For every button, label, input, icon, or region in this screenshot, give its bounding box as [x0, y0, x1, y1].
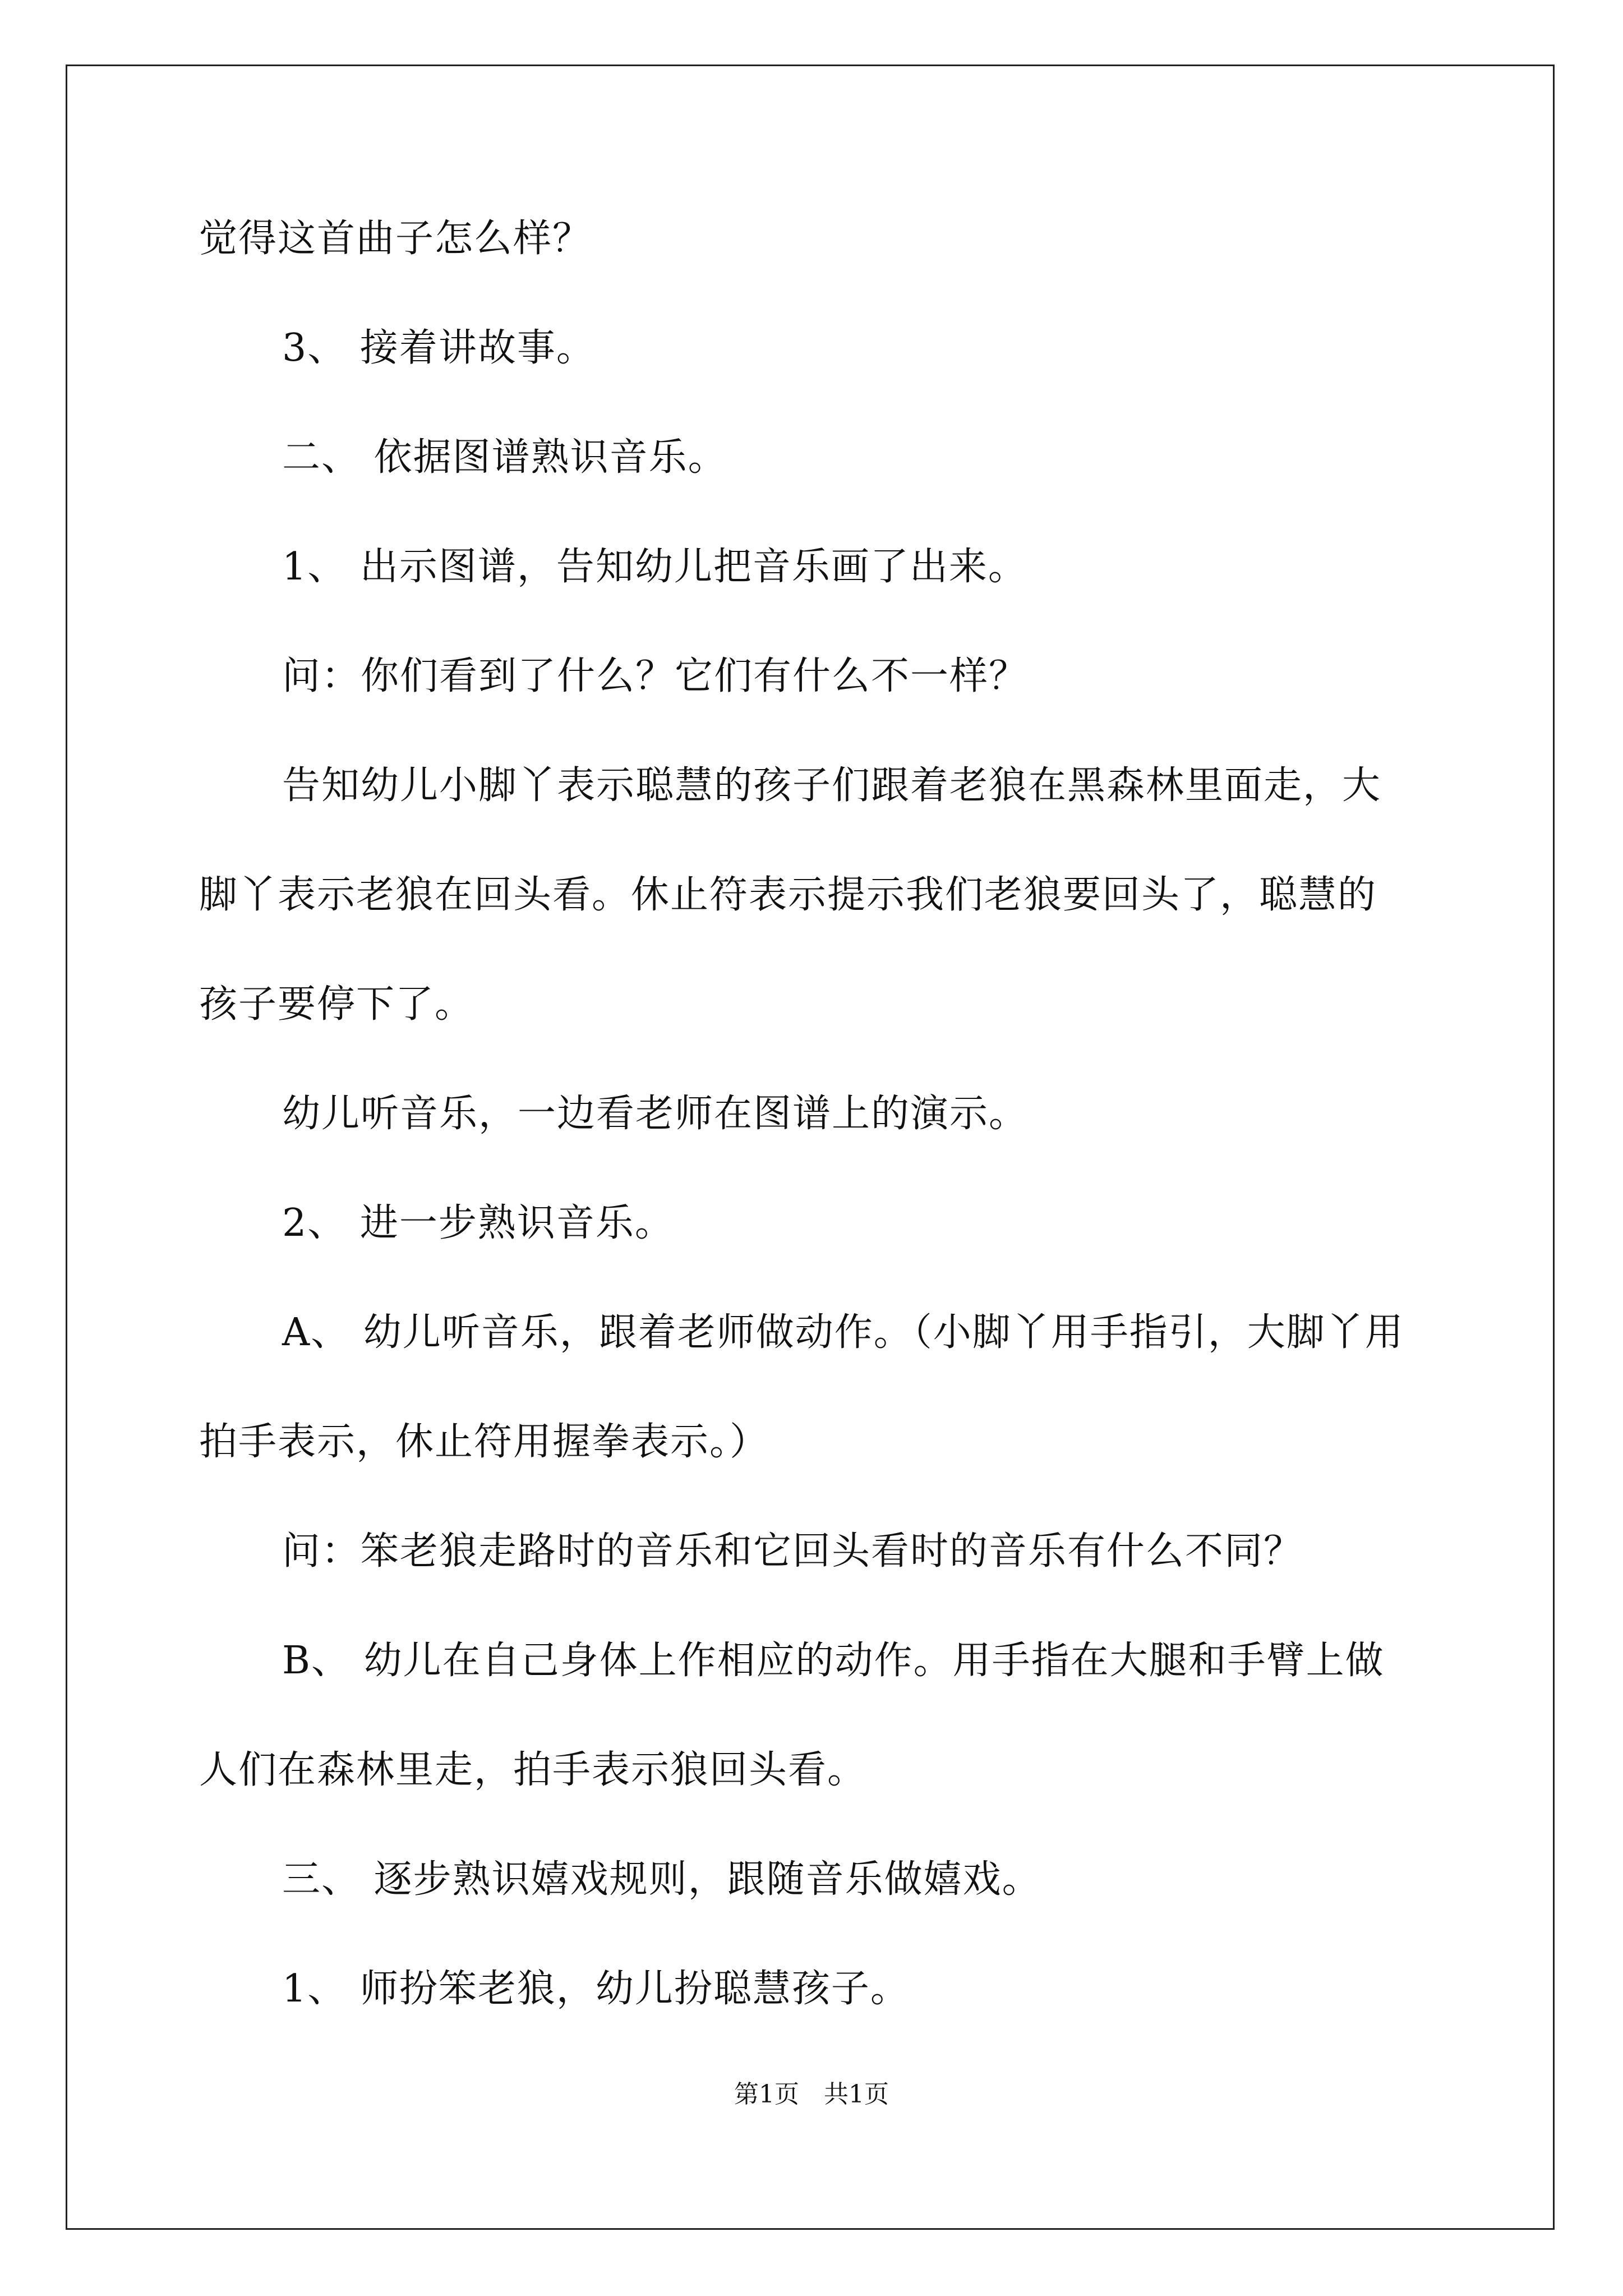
page-number-footer: 第1页 共1页 [734, 2080, 889, 2109]
text-line: A、 幼儿听音乐，跟着老师做动作。（小脚丫用手指引，大脚丫用 [282, 1310, 1404, 1355]
text-line: 1、 出示图谱，告知幼儿把音乐画了出来。 [282, 545, 1027, 589]
text-line: 1、 师扮笨老狼，幼儿扮聪慧孩子。 [282, 1967, 910, 2011]
text-line: 问：笨老狼走路时的音乐和它回头看时的音乐有什么不同？ [282, 1529, 1303, 1573]
text-line: 告知幼儿小脚丫表示聪慧的孩子们跟着老狼在黑森林里面走，大 [282, 763, 1382, 808]
section-heading: 三、 逐步熟识嬉戏规则，跟随音乐做嬉戏。 [282, 1857, 1041, 1902]
text-line: B、 幼儿在自己身体上作相应的动作。用手指在大腿和手臂上做 [282, 1639, 1385, 1683]
text-line: 3、 接着讲故事。 [282, 326, 596, 370]
text-line: 拍手表示，休止符用握拳表示。） [199, 1420, 769, 1464]
text-line: 人们在森林里走，拍手表示狼回头看。 [199, 1748, 867, 1792]
text-line: 问：你们看到了什么？它们有什么不一样？ [282, 654, 1029, 698]
document-body [199, 217, 1433, 2079]
text-line: 孩子要停下了。 [199, 982, 474, 1027]
text-line: 2、 进一步熟识音乐。 [282, 1201, 674, 1245]
text-line: 幼儿听音乐，一边看老师在图谱上的演示。 [282, 1092, 1029, 1136]
text-line: 觉得这首曲子怎么样？ [199, 217, 592, 261]
section-heading: 二、 依据图谱熟识音乐。 [282, 435, 727, 480]
text-line: 脚丫表示老狼在回头看。休止符表示提示我们老狼要回头了，聪慧的 [199, 873, 1377, 917]
